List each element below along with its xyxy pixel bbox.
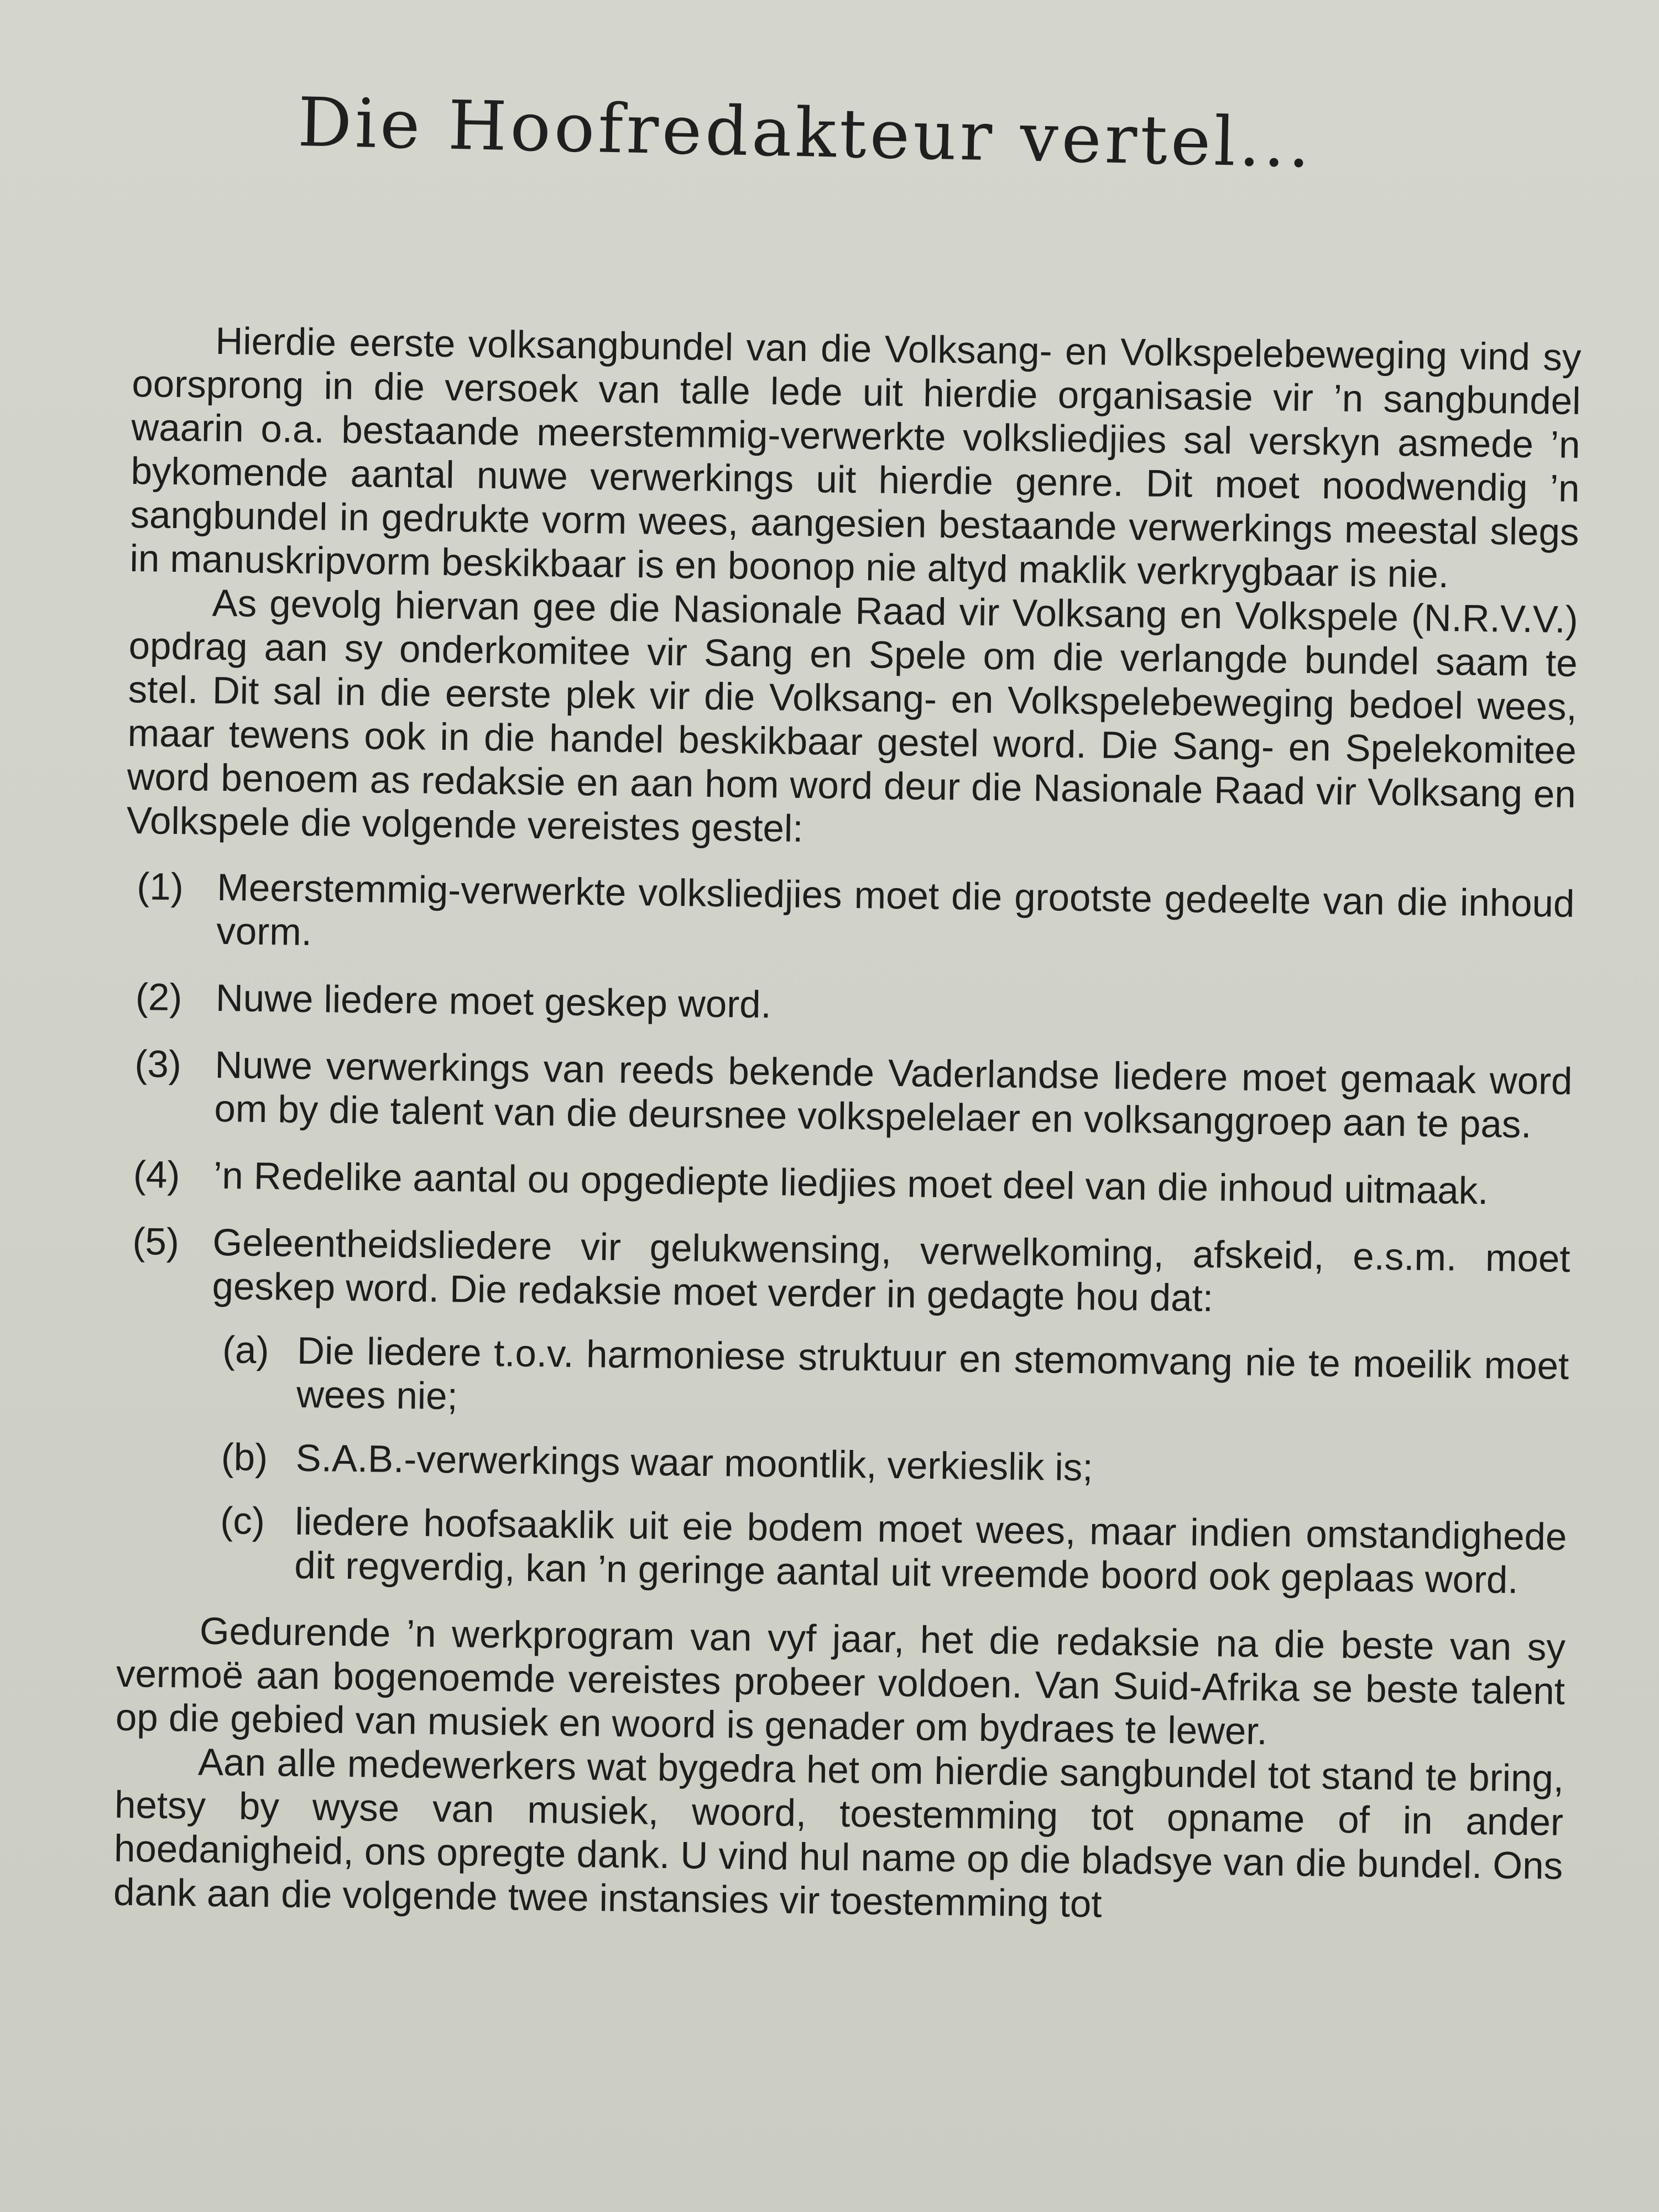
- paragraph-4: Aan alle medewerkers wat bygedra het om hierdie sangbundel tot stand te bring, hetsy by wyse van musiek, woord, toestemming tot opname of in ander hoedanigheid, ons opregte dank. U vind hul name op die bladsye van die bundel. Ons dank aan die volgende twee instansies vir toestemming tot: [113, 1740, 1564, 1926]
- list-item-text: Nuwe liedere moet geskep word.: [215, 976, 772, 1026]
- list-marker: (3): [134, 1042, 182, 1086]
- sub-list-item-text: S.A.B.-verwerkings waar moontlik, verkieslik is;: [295, 1436, 1093, 1489]
- sub-list-marker: (b): [221, 1436, 268, 1479]
- list-item: [123, 1042, 1573, 1147]
- paragraph-2: As gevolg hiervan gee die Nasionale Raad vir Volksang en Volkspele (N.R.V.V.) opdrag aan sy onderkomitee vir Sang en Spele om die verlangde bundel saam te stel. Dit sal in die eerste plek vir die Volksang- en Volkspelebeweging bedoel wees, maar tewens ook in die handel beskikbaar gestel word. Die Sang- en Spelekomitee word benoem as redaksie en aan hom word deur die Nasionale Raad vir Volksang en Volkspele die volgende vereistes gestel:: [126, 581, 1579, 850]
- requirements-list: [117, 864, 1575, 1603]
- sub-list-item: [210, 1435, 1568, 1495]
- list-item: [124, 975, 1574, 1036]
- sub-list-marker: (c): [220, 1499, 265, 1543]
- sub-list-item: [208, 1499, 1567, 1603]
- sub-list-item-text: liedere hoofsaaklik uit eie bodem moet wees, maar indien omstandighede dit regverdig, kan ’n geringe aantal uit vreemde boord ook geplaas word.: [294, 1500, 1567, 1601]
- list-item-text: Meerstemmig-verwerkte volksliedjies moet die grootste gedeelte van die inhoud vorm.: [216, 865, 1575, 954]
- sub-list-item: [211, 1328, 1569, 1432]
- list-item-text: Nuwe verwerkings van reeds bekende Vaderlandse liedere moet gemaak word om by die talent van die deursnee volkspelelaer en volksanggroep aan te pas.: [214, 1043, 1573, 1146]
- list-item: [117, 1219, 1571, 1603]
- page-title: Die Hoofredakteur vertel...: [297, 83, 1314, 183]
- paragraph-1: Hierdie eerste volksangbundel van die Volksang- en Volkspelebeweging vind sy oorsprong in die versoek van talle lede uit hierdie organisasie vir ’n sangbundel waarin o.a. bestaande meerstemmig-verwerkte volksliedjies sal verskyn asmede ’n bykomende aantal nuwe verwerkings uit hierdie genre. Dit moet noodwendig ’n sangbundel in gedrukte vorm wees, aangesien bestaande verwerkings meestal slegs in manuskripvorm beskikbaar is en boonop nie altyd maklik verkrygbaar is nie.: [129, 319, 1582, 596]
- list-marker: (4): [133, 1153, 180, 1197]
- list-item: [125, 864, 1575, 969]
- subrequirements-list: [208, 1328, 1569, 1603]
- paragraph-3: Gedurende ’n werkprogram van vyf jaar, het die redaksie na die beste van sy vermoë aan bogenoemde vereistes probeer voldoen. Van Suid-Afrika se beste talent op die gebied van musiek en woord is genader om bydraes te lewer.: [115, 1609, 1566, 1753]
- sub-list-item-text: Die liedere t.o.v. harmoniese struktuur en stemomvang nie te moeilik moet wees nie;: [296, 1329, 1569, 1418]
- list-item-text: ’n Redelike aantal ou opgediepte liedjies moet deel van die inhoud uitmaak.: [213, 1154, 1489, 1213]
- list-marker: (2): [135, 975, 182, 1019]
- list-item: [122, 1152, 1572, 1214]
- page-body: [113, 318, 1582, 1932]
- sub-list-marker: (a): [222, 1328, 270, 1372]
- list-marker: (5): [132, 1220, 180, 1264]
- list-marker: (1): [136, 865, 184, 909]
- list-item-text: Geleentheidsliedere vir gelukwensing, verwelkoming, afskeid, e.s.m. moet geskep word. Die redaksie moet verder in gedagte hou dat:: [212, 1220, 1571, 1320]
